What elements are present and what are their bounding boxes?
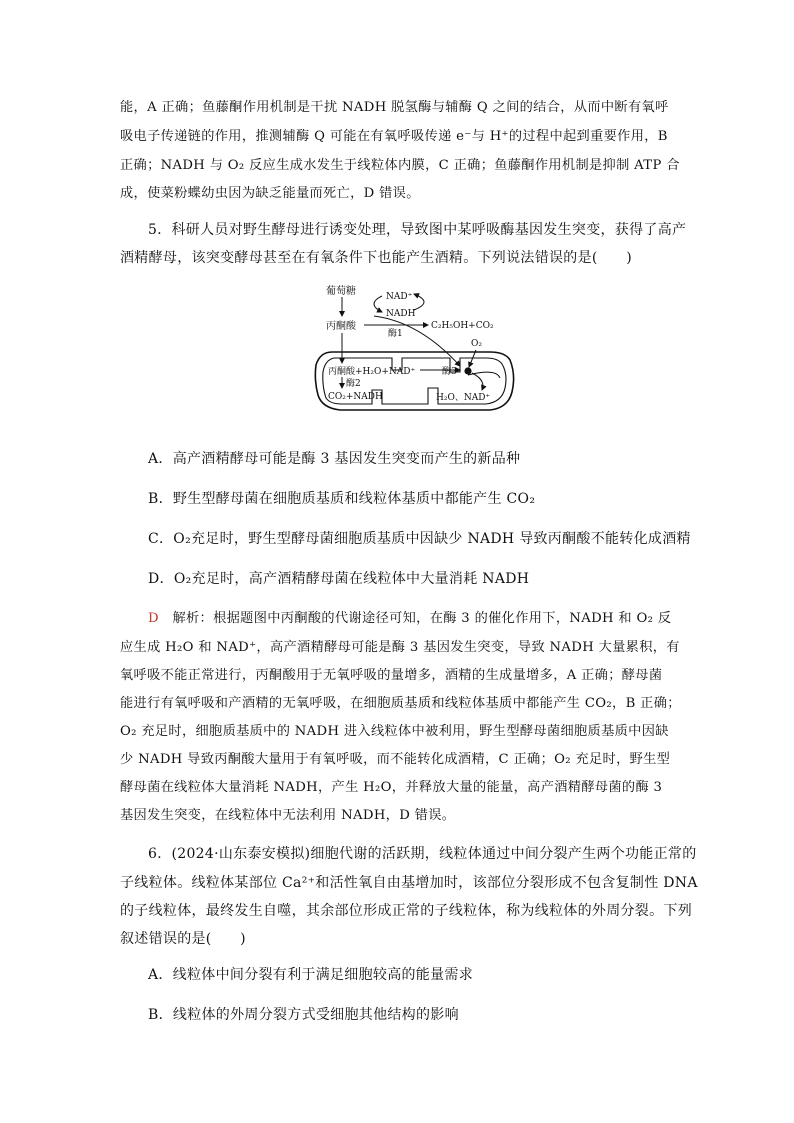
nadh-label: NADH	[386, 309, 416, 319]
enzyme3-output-arrow	[472, 373, 483, 390]
q5-option-d: D．O₂充足时，高产酒精酵母菌在线粒体中大量消耗 NADH	[148, 571, 530, 587]
q6-option-a: A．线粒体中间分裂有利于满足细胞较高的能量需求	[148, 967, 474, 983]
q6-stem-line-2: 子线粒体。线粒体某部位 Ca²⁺和活性氧自由基增加时，该部位分裂形成不包含复制性 DNA	[120, 875, 698, 891]
products-label: H₂O、NAD⁺	[436, 393, 491, 403]
nad-cycle-left-arrow	[374, 296, 382, 312]
prev-explanation-line-3: 正确；NADH 与 O₂ 反应生成水发生于线粒体内膜，C 正确；鱼藤酮作用机制是抑制 ATP 合	[120, 158, 680, 173]
q5-option-b: B．野生型酵母菌在细胞质基质和线粒体基质中都能产生 CO₂	[148, 491, 536, 507]
o2-label: O₂	[471, 339, 482, 349]
pyruvate-label: 丙酮酸	[326, 321, 356, 332]
q5-explanation-line-2: 应生成 H₂O 和 NAD⁺，高产酒精酵母可能是酶 3 基因发生突变，导致 NADH 大量累积，有	[120, 640, 680, 655]
q5-option-a: A．高产酒精酵母可能是酶 3 基因发生突变而产生的新品种	[148, 451, 521, 467]
enzyme3-dot	[464, 367, 471, 374]
q5-explanation-line-6: 少 NADH 导致丙酮酸大量用于有氧呼吸，而不能转化成酒精，C 正确；O₂ 充足时，野生型	[120, 752, 671, 767]
enzyme1-label: 酶1	[388, 329, 403, 339]
q5-answer-letter: D	[148, 611, 159, 626]
q5-stem-line-2: 酒精酵母，该突变酵母甚至在有氧条件下也能产生酒精。下列说法错误的是( )	[120, 250, 633, 266]
respiration-diagram	[310, 280, 520, 420]
q6-stem-line-3: 的子线粒体，最终发生自噬，其余部位形成正常的子线粒体，称为线粒体的外周分裂。下列	[120, 903, 692, 919]
q5-explanation-line-5: O₂ 充足时，细胞质基质中的 NADH 进入线粒体中被利用，野生型酵母菌细胞质基质中因缺	[120, 724, 669, 739]
ethanol-co2-label: C₂H₅OH+CO₂	[431, 321, 494, 331]
mito-reaction-label: 丙酮酸+H₂O+NAD⁺	[328, 367, 416, 377]
q5-option-c: C．O₂充足时，野生型酵母菌细胞质基质中因缺少 NADH 导致丙酮酸不能转化成酒精	[148, 531, 691, 547]
q5-explanation-line-4: 能进行有氧呼吸和产酒精的无氧呼吸，在细胞质基质和线粒体基质中都能产生 CO₂，B 正确；	[120, 696, 681, 711]
nad-plus-label: NAD⁺	[386, 292, 413, 302]
enzyme3-label: 酶3	[442, 367, 457, 377]
q5-explanation-line-8: 基因发生突变，在线粒体中无法利用 NADH，D 错误。	[120, 808, 456, 823]
prev-explanation-line-4: 成，使菜粉蝶幼虫因为缺乏能量而死亡，D 错误。	[120, 186, 420, 201]
nad-cycle-right-arrow	[414, 294, 424, 310]
q5-explanation-line-7: 酵母菌在线粒体大量消耗 NADH，产生 H₂O，并释放大量的能量，高产酒精酵母菌的酶 3	[120, 780, 663, 795]
q5-stem-line-1: 5．科研人员对野生酵母进行诱变处理，导致图中某呼吸酶基因发生突变，获得了高产	[148, 222, 687, 238]
glucose-label: 葡萄糖	[326, 286, 356, 297]
prev-explanation-line-2: 吸电子传递链的作用，推测辅酶 Q 可能在有氧呼吸传递 e⁻与 H⁺的过程中起到重要作用，B	[120, 129, 668, 144]
q6-option-b: B．线粒体的外周分裂方式受细胞其他结构的影响	[148, 1007, 459, 1023]
q5-explanation-text-1: 解析：根据题图中丙酮酸的代谢途径可知，在酶 3 的催化作用下，NADH 和 O₂ 反	[172, 611, 672, 626]
q5-explanation-line-3: 氧呼吸不能正常进行，丙酮酸用于无氧呼吸的量增多，酒精的生成量增多，A 正确；酵母菌	[120, 668, 663, 683]
enzyme2-label: 酶2	[346, 379, 361, 389]
co2-nadh-label: CO₂+NADH	[328, 392, 383, 402]
prev-explanation-line-1: 能，A 正确；鱼藤酮作用机制是干扰 NADH 脱氢酶与辅酶 Q 之间的结合，从而中断有氧呼	[120, 100, 669, 115]
q5-explanation-line-1	[148, 607, 671, 626]
q6-stem-line-4: 叙述错误的是( )	[120, 931, 246, 947]
q6-stem-line-1: 6．(2024·山东泰安模拟)细胞代谢的活跃期，线粒体通过中间分裂产生两个功能正常的	[148, 846, 697, 862]
